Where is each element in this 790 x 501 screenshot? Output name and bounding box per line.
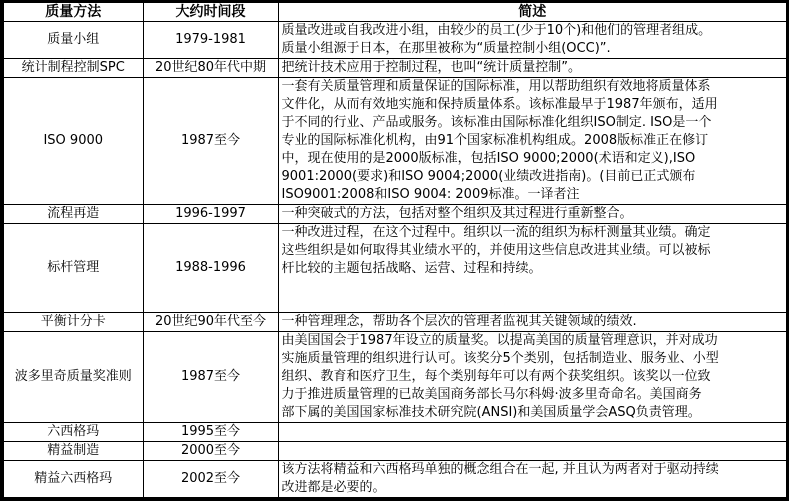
description-line: 杆比较的主题包括战略、运营、过程和持续。 — [281, 261, 542, 276]
description-line: 一套有关质量管理和质量保证的国际标准，用以帮助组织有效地将质量体系 — [281, 79, 711, 94]
description-cell[interactable] — [278, 224, 788, 313]
description-cell[interactable] — [278, 423, 788, 442]
period-cell[interactable]: 1988-1996 — [143, 224, 278, 313]
table-row — [2, 332, 788, 423]
method-cell[interactable]: 精益制造 — [2, 442, 143, 461]
description-line: 一种突破式的方法，包括对整个组织及其过程进行重新整合。 — [281, 206, 633, 221]
table-row — [2, 313, 788, 332]
description-cell[interactable] — [278, 59, 788, 78]
header-period[interactable]: 大约时间段 — [143, 2, 278, 22]
method-cell[interactable]: 平衡计分卡 — [2, 313, 143, 332]
description-line: 于不同的行业、产品或服务。该标准由国际标准化组织ISO制定. ISO是一个 — [281, 115, 712, 130]
description-cell[interactable] — [278, 22, 788, 59]
description-cell[interactable] — [278, 205, 788, 224]
method-cell[interactable]: 统计制程控制SPC — [2, 59, 143, 78]
description-cell[interactable] — [278, 461, 788, 500]
period-cell[interactable]: 1987至今 — [143, 332, 278, 423]
header-description[interactable]: 简述 — [278, 2, 788, 22]
table-row — [2, 224, 788, 313]
period-cell[interactable]: 2002至今 — [143, 461, 278, 500]
description-line: 部下属的美国国家标准技术研究院(ANSI)和美国质量学会ASQ负责管理。 — [281, 405, 701, 420]
method-cell[interactable]: 流程再造 — [2, 205, 143, 224]
header-row — [2, 2, 788, 22]
description-line: 质量小组源于日本，在那里被称为“质量控制小组(OCC)”. — [281, 41, 611, 56]
period-cell[interactable]: 1979-1981 — [143, 22, 278, 59]
description-line: 把统计技术应用于控制过程，也叫“统计质量控制”。 — [281, 60, 581, 75]
description-cell[interactable] — [278, 78, 788, 205]
description-line: 改进都是必要的。 — [281, 480, 386, 495]
description-line: 专业的国际标准化机构，由91个国家标准机构组成。2008版标准正在修订 — [281, 133, 709, 148]
table-row — [2, 59, 788, 78]
table-row — [2, 442, 788, 461]
method-cell[interactable]: 质量小组 — [2, 22, 143, 59]
description-line: 9001:2000(要求)和ISO 9004;2000(业绩改进指南)。(目前已正式颁布 — [281, 169, 696, 184]
period-cell[interactable]: 1987至今 — [143, 78, 278, 205]
method-cell[interactable]: 波多里奇质量奖准则 — [2, 332, 143, 423]
description-cell[interactable] — [278, 442, 788, 461]
header-method[interactable]: 质量方法 — [2, 2, 143, 22]
description-line: 中，现在使用的是2000版标准，包括ISO 9000;2000(术语和定义),ISO — [281, 151, 696, 166]
description-line: 一种管理理念，帮助各个层次的管理者监视其关键领域的绩效. — [281, 314, 637, 329]
description-line: 实施质量管理的组织进行认可。该奖分5个类别，包括制造业、服务业、小型 — [281, 351, 719, 366]
description-line: ISO9001:2008和ISO 9004: 2009标准。一译者注 — [281, 187, 580, 202]
method-cell[interactable]: 标杆管理 — [2, 224, 143, 313]
description-cell[interactable] — [278, 313, 788, 332]
description-line: 由美国国会于1987年设立的质量奖。以提高美国的质量管理意识，并对成功 — [281, 333, 718, 348]
period-cell[interactable]: 1995至今 — [143, 423, 278, 442]
table-row — [2, 205, 788, 224]
table-row — [2, 78, 788, 205]
description-line: 这些组织是如何取得其业绩水平的，并使用这些信息改进其业绩。可以被标 — [281, 243, 711, 258]
method-cell[interactable]: ISO 9000 — [2, 78, 143, 205]
description-line: 质量改进或自我改进小组，由较少的员工(少于10个)和他们的管理者组成。 — [281, 23, 712, 38]
method-cell[interactable]: 精益六西格玛 — [2, 461, 143, 500]
description-line: 力于推进质量管理的已故美国商务部长马尔科姆·波多里奇命名。美国商务 — [281, 387, 702, 402]
period-cell[interactable]: 2000至今 — [143, 442, 278, 461]
description-line: 一种改进过程，在这个过程中。组织以一流的组织为标杆测量其业绩。确定 — [281, 225, 711, 240]
table-row — [2, 423, 788, 442]
method-cell[interactable]: 六西格玛 — [2, 423, 143, 442]
period-cell[interactable]: 20世纪90年代至今 — [143, 313, 278, 332]
table-row — [2, 461, 788, 500]
period-cell[interactable]: 20世纪80年代中期 — [143, 59, 278, 78]
description-cell[interactable] — [278, 332, 788, 423]
description-line: 该方法将精益和六西格玛单独的概念组合在一起, 并且认为两者对于驱动持续 — [281, 462, 719, 477]
table-row — [2, 22, 788, 59]
description-line: 文件化，从而有效地实施和保持质量体系。该标准最早于1987年颁布，适用 — [281, 97, 718, 112]
period-cell[interactable]: 1996-1997 — [143, 205, 278, 224]
description-line: 组织、教育和医疗卫生，每个类别每年可以有两个获奖组织。该奖以一位致 — [281, 369, 711, 384]
